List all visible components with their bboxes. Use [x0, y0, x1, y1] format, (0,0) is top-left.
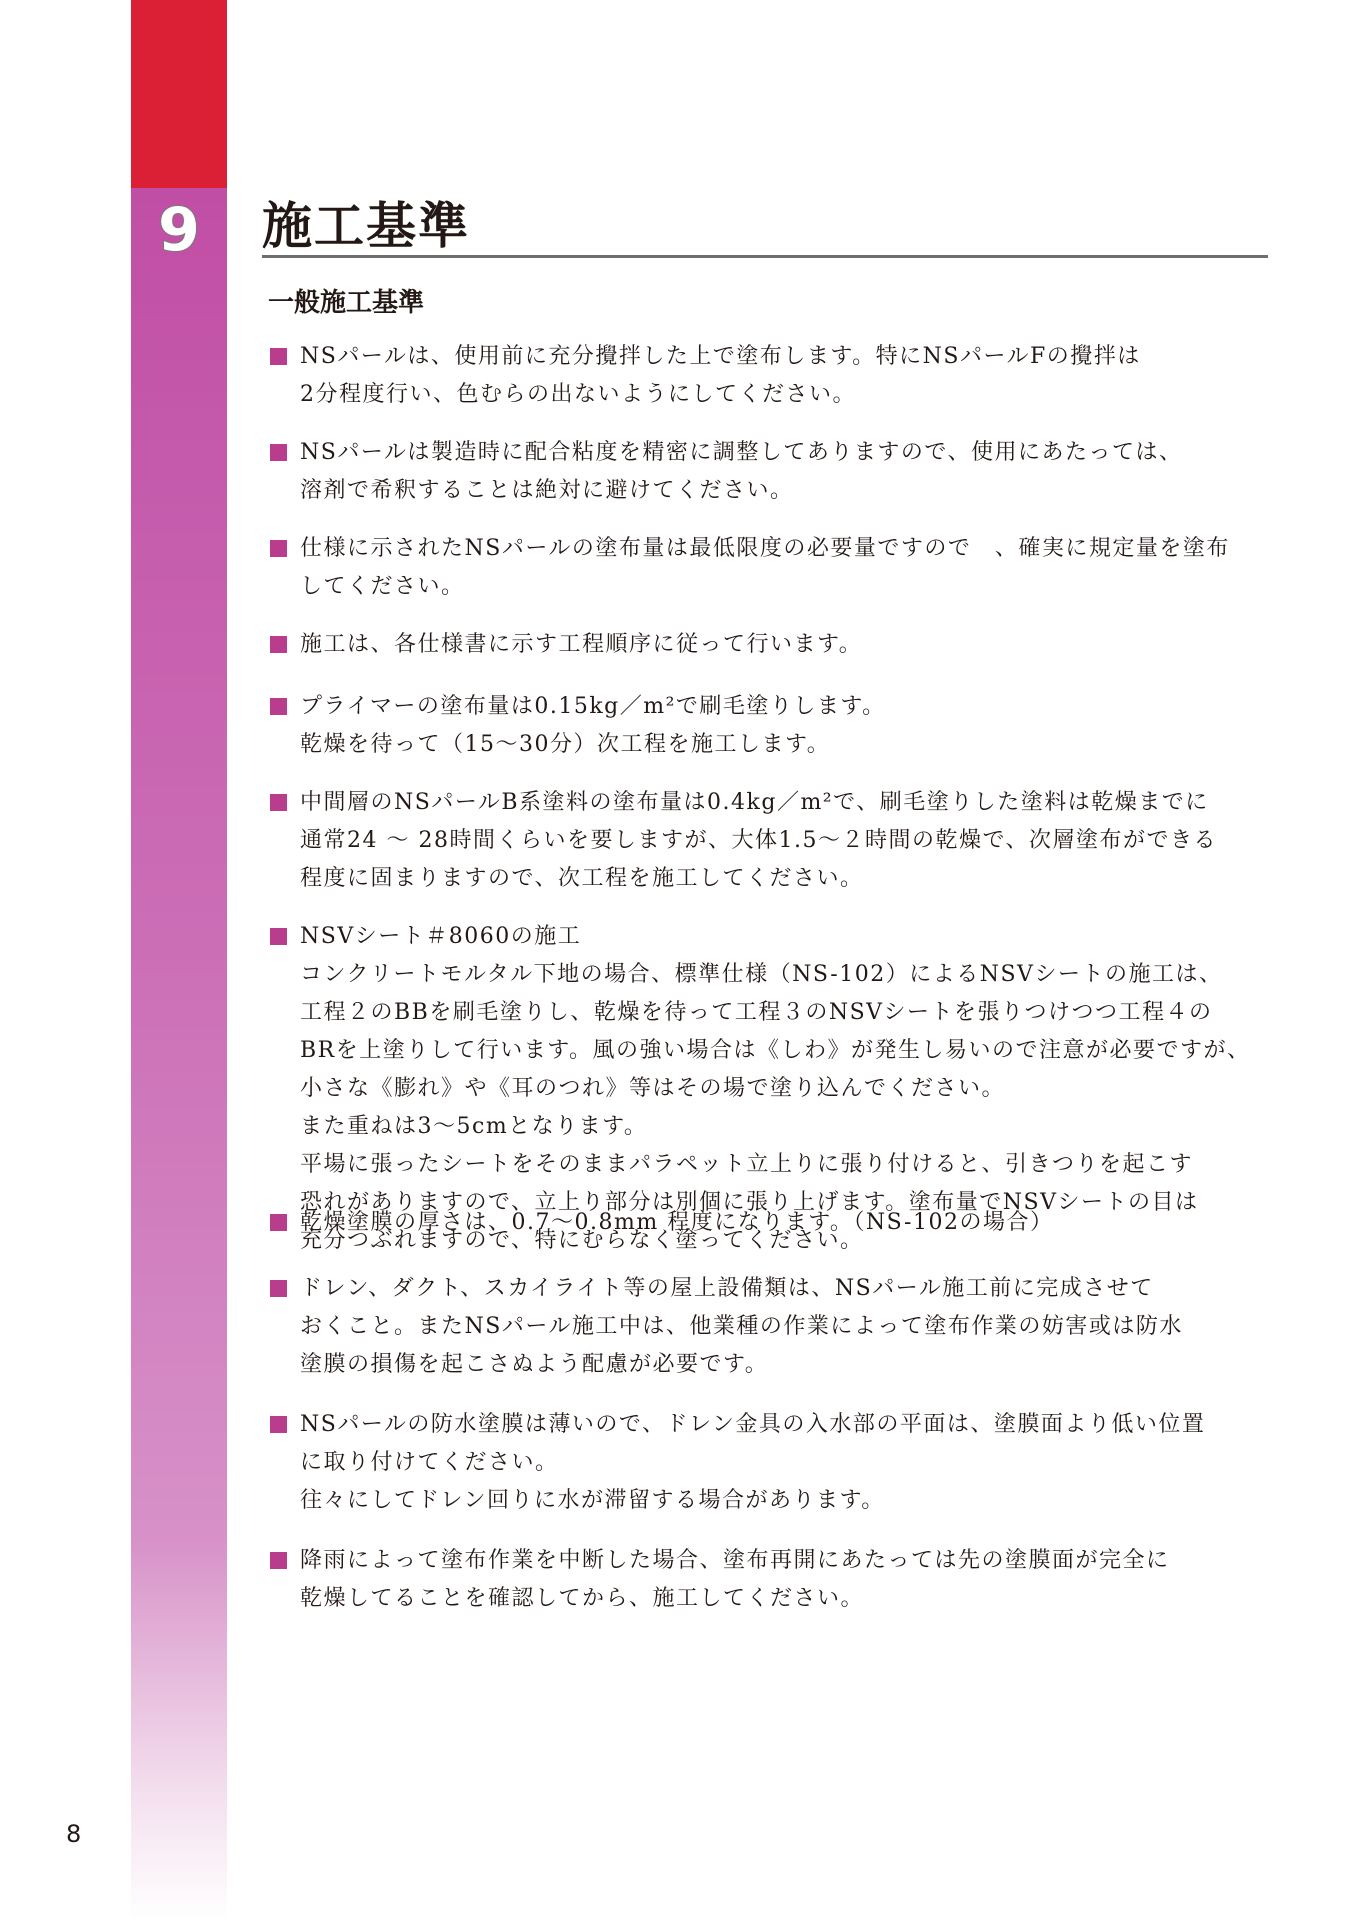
square-bullet-icon	[270, 348, 287, 365]
guideline-text-line: してください。	[300, 574, 465, 599]
guideline-item	[270, 1542, 1170, 1618]
guideline-text-line: 乾燥を待って（15〜30分）次工程を施工します。	[300, 732, 831, 757]
guideline-text-line: プライマーの塗布量は0.15kg／m²で刷毛塗りします。	[300, 694, 886, 719]
square-bullet-icon	[270, 698, 287, 715]
title-divider	[262, 255, 1268, 258]
guideline-text-line: 乾燥塗膜の厚さは、0.7〜0.8mm 程度になります。（NS-102の場合）	[300, 1210, 1054, 1235]
square-bullet-icon	[270, 636, 287, 653]
guideline-text-line: 乾燥してることを確認してから、施工してください。	[300, 1586, 865, 1611]
guideline-item	[270, 688, 886, 764]
square-bullet-icon	[270, 540, 287, 557]
page-title: 施工基準	[262, 197, 470, 255]
guideline-text-line: に取り付けてください。	[300, 1450, 559, 1475]
guideline-text-line: 程度に固まりますので、次工程を施工してください。	[300, 866, 864, 891]
guideline-text-line: 平場に張ったシートをそのままパラペット立上りに張り付けると、引きつりを起こす	[300, 1152, 1194, 1177]
guideline-text-line: ドレン、ダクト、スカイライト等の屋上設備類は、NSパール施工前に完成させて	[300, 1276, 1154, 1301]
guideline-text-line: 往々にしてドレン回りに水が滞留する場合があります。	[300, 1488, 885, 1513]
chapter-number: 9	[158, 195, 200, 265]
guideline-item	[270, 626, 862, 664]
guideline-text-line: 2分程度行い、色むらの出ないようにしてください。	[300, 382, 856, 407]
square-bullet-icon	[270, 928, 287, 945]
square-bullet-icon	[270, 794, 287, 811]
square-bullet-icon	[270, 1416, 287, 1433]
guideline-item	[270, 338, 1141, 414]
page-number: 8	[66, 1820, 82, 1848]
guideline-item	[270, 1204, 1053, 1242]
guideline-item	[270, 1270, 1183, 1384]
guideline-text-line: 降雨によって塗布作業を中断した場合、塗布再開にあたっては先の塗膜面が完全に	[300, 1548, 1170, 1573]
guideline-text-line: NSVシート＃8060の施工	[300, 924, 582, 949]
guideline-item	[270, 530, 1230, 606]
guideline-text-line: 恐れがありますので、立上り部分は別個に張り上げます。塗布量でNSVシートの目は	[300, 1190, 1199, 1215]
square-bullet-icon	[270, 1280, 287, 1297]
guideline-text-line: NSパールは製造時に配合粘度を精密に調整してありますので、使用にあたっては、	[300, 440, 1183, 465]
section-title: 一般施工基準	[268, 288, 425, 318]
guideline-text-line: NSパールは、使用前に充分攪拌した上で塗布します。特にNSパールFの攪拌は	[300, 344, 1141, 369]
sidebar-top-band	[131, 0, 227, 188]
square-bullet-icon	[270, 1552, 287, 1569]
guideline-text-line: 工程２のBBを刷毛塗りし、乾燥を待って工程３のNSVシートを張りつけつつ工程４の	[300, 1000, 1213, 1025]
guideline-text-line: NSパールの防水塗膜は薄いので、ドレン金具の入水部の平面は、塗膜面より低い位置	[300, 1412, 1206, 1437]
guideline-text-line: また重ねは3〜5cmとなります。	[300, 1114, 648, 1139]
guideline-item	[270, 434, 1182, 510]
guideline-text-line: 施工は、各仕様書に示す工程順序に従って行います。	[300, 632, 863, 657]
guideline-text-line: 塗膜の損傷を起こさぬよう配慮が必要です。	[300, 1352, 769, 1377]
guideline-item	[270, 1406, 1205, 1520]
guideline-text-line: コンクリートモルタル下地の場合、標準仕様（NS-102）によるNSVシートの施工は、	[300, 962, 1223, 987]
guideline-text-line: 中間層のNSパールB系塗料の塗布量は0.4kg／m²で、刷毛塗りした塗料は乾燥までに	[300, 790, 1209, 815]
sidebar-gradient-band	[131, 188, 227, 1920]
guideline-text-line: 溶剤で希釈することは絶対に避けてください。	[300, 478, 794, 503]
square-bullet-icon	[270, 444, 287, 461]
guideline-text-line: 小さな《膨れ》や《耳のつれ》等はその場で塗り込んでください。	[300, 1076, 1006, 1101]
square-bullet-icon	[270, 1214, 287, 1231]
guideline-text-line: 充分つぶれますので、特にむらなく塗ってください。	[300, 1228, 864, 1253]
guideline-item	[270, 784, 1217, 898]
guideline-text-line: おくこと。またNSパール施工中は、他業種の作業によって塗布作業の妨害或は防水	[300, 1314, 1183, 1339]
guideline-text-line: 仕様に示されたNSパールの塗布量は最低限度の必要量ですので 、確実に規定量を塗布	[300, 536, 1230, 561]
guideline-text-line: 通常24 〜 28時間くらいを要しますが、大体1.5〜２時間の乾燥で、次層塗布ができる	[300, 828, 1218, 853]
guideline-text-line: BRを上塗りして行います。風の強い場合は《しわ》が発生し易いので注意が必要ですが、	[300, 1038, 1251, 1063]
